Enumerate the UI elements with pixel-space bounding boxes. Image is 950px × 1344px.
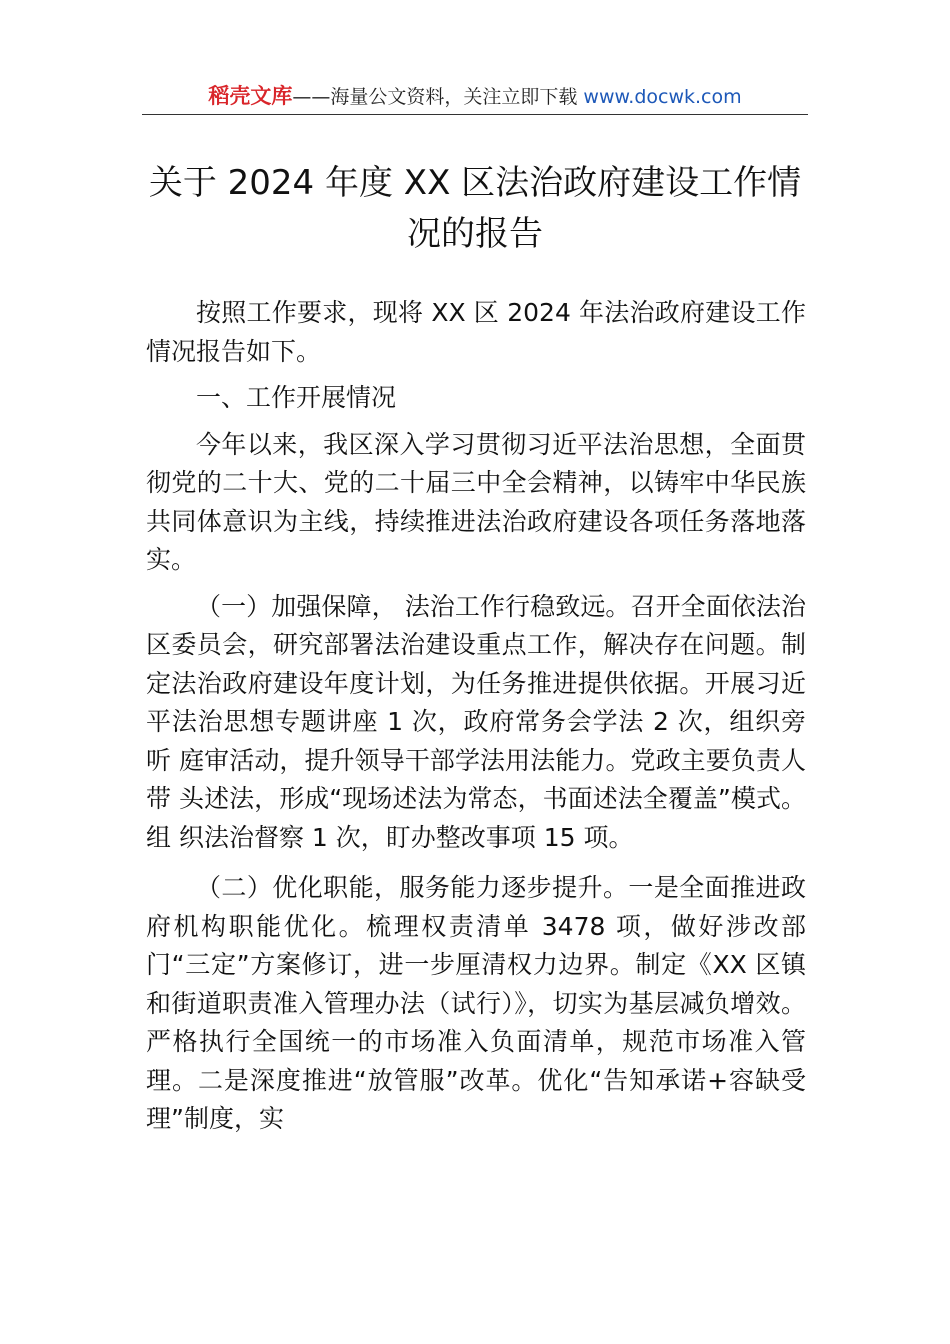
document-body xyxy=(146,294,806,1139)
header-divider xyxy=(142,114,808,115)
intro-paragraph: 按照工作要求，现将 XX 区 2024 年法治政府建设工作情况报告如下。 xyxy=(146,298,806,366)
section-heading: 一、工作开展情况 xyxy=(196,383,397,412)
site-header xyxy=(0,82,950,111)
overview-paragraph: 今年以来，我区深入学习贯彻习近平法治思想，全面贯彻党的二十大、党的二十届三中全会精神，以铸牢中华民族共同体意识为主线，持续推进法治政府建设各项任务落地落实。 xyxy=(146,429,806,574)
subsection-2-paragraph: （二）优化职能，服务能力逐步提升。一是全面推进政府机构职能优化。梳理权责清单 3478 项，做好涉改部门“三定”方案修订，进一步厘清权力边界。制定《XX 区镇和街道职责准入管理办法（试行）》，切实为基层减负增效。严格执行全国统一的市场准入负面清单，规范市场准入管理。二是深度推进“放管服”改革。优化“告知承诺+容缺受理”制度，实 xyxy=(146,873,806,1133)
site-url-link[interactable]: www.docwk.com xyxy=(583,86,742,108)
document-title: 关于 2024 年度 XX 区法治政府建设工作情况的报告 xyxy=(148,163,802,254)
brand-name: 稻壳文库 xyxy=(208,84,293,108)
subsection-1-paragraph: （一）加强保障， 法治工作行稳致远。召开全面依法治 区委员会，研究部署法治建设重点工作，解决存在问题。制 定法治政府建设年度计划，为任务推进提供依据。开展习近 平法治思想专题讲座 1 次，政府常务会学法 2 次，组织旁听 庭审活动，提升领导干部学法用法能力。党政主要负责人带 头述法，形成“现场述法为常态，书面述法全覆盖”模式。组 织法治督察 1 次，盯办整改事项 15 项。 xyxy=(146,591,806,852)
header-tagline: ——海量公文资料，关注立即下载 xyxy=(292,86,584,108)
